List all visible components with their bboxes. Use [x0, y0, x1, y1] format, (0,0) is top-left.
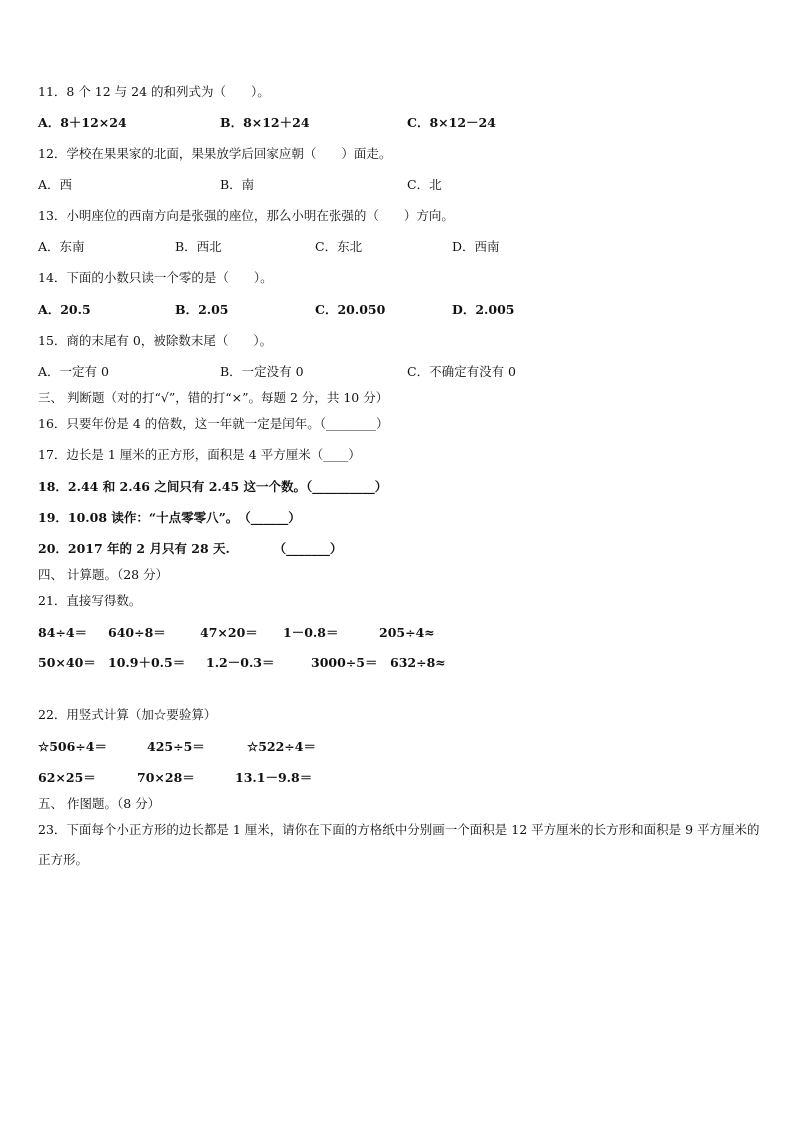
q13-option-c: C．东北: [315, 239, 363, 254]
calc-item: 205÷4≈: [379, 625, 435, 640]
section-3-heading: 三、 判断题（对的打“√”，错的打“×”。每题 2 分，共 10 分）: [38, 390, 389, 405]
question-11: 11．8 个 12 与 24 的和列式为（ ）。: [38, 84, 270, 99]
question-14: 14．下面的小数只读一个零的是（ ）。: [38, 270, 273, 285]
calc-item: 47×20＝: [200, 625, 258, 640]
q13-option-a: A．东南: [38, 239, 85, 254]
question-20: 20．2017 年的 2 月只有 28 天. （_______）: [38, 541, 343, 556]
question-15: 15．商的末尾有 0，被除数末尾（ ）。: [38, 333, 273, 348]
calc-item: ☆522÷4＝: [247, 739, 316, 754]
calc-item: 1.2－0.3＝: [206, 655, 275, 670]
q12-option-b: B．南: [220, 177, 255, 192]
question-18: 18．2.44 和 2.46 之间只有 2.45 这一个数。（__________）: [38, 479, 388, 494]
calc-item: 10.9＋0.5＝: [108, 655, 186, 670]
q12-option-a: A．西: [38, 177, 73, 192]
q14-option-a: A．20.5: [38, 302, 91, 317]
calc-item: 3000÷5＝: [311, 655, 378, 670]
q14-option-d: D．2.005: [452, 302, 515, 317]
question-17: 17．边长是 1 厘米的正方形，面积是 4 平方厘米（____）: [38, 447, 361, 462]
calc-item: ☆506÷4＝: [38, 739, 107, 754]
section-5-heading: 五、 作图题。（8 分）: [38, 796, 161, 811]
q15-option-a: A．一定有 0: [38, 364, 109, 379]
calc-item: 425÷5＝: [147, 739, 205, 754]
question-19: 19．10.08 读作：“十点零零八”。 （______）: [38, 510, 301, 525]
calc-item: 50×40＝: [38, 655, 96, 670]
calc-item: 632÷8≈: [390, 655, 446, 670]
q15-option-c: C．不确定有没有 0: [407, 364, 516, 379]
calc-item: 70×28＝: [137, 770, 195, 785]
question-13: 13．小明座位的西南方向是张强的座位，那么小明在张强的（ ）方向。: [38, 208, 454, 223]
calc-item: 1－0.8＝: [283, 625, 339, 640]
question-21: 21．直接写得数。: [38, 593, 142, 608]
q11-option-c: C．8×12－24: [407, 115, 496, 130]
question-23: 23．下面每个小正方形的边长都是 1 厘米，请你在下面的方格纸中分别画一个面积是 12 平方厘米的长方形和面积是 9 平方厘米的正方形。: [38, 822, 760, 867]
calc-item: 62×25＝: [38, 770, 96, 785]
calc-item: 84÷4＝: [38, 625, 88, 640]
q14-option-c: C．20.050: [315, 302, 386, 317]
question-16: 16．只要年份是 4 的倍数，这一年就一定是闰年。（________）: [38, 416, 389, 431]
q13-option-b: B．西北: [175, 239, 222, 254]
q11-option-a: A．8＋12×24: [38, 115, 127, 130]
calc-item: 640÷8＝: [108, 625, 166, 640]
q11-option-b: B．8×12＋24: [220, 115, 310, 130]
section-4-heading: 四、 计算题。（28 分）: [38, 567, 169, 582]
q15-option-b: B．一定没有 0: [220, 364, 304, 379]
calc-item: 13.1－9.8＝: [235, 770, 313, 785]
q14-option-b: B．2.05: [175, 302, 229, 317]
q12-option-c: C．北: [407, 177, 442, 192]
q13-option-d: D．西南: [452, 239, 500, 254]
question-12: 12．学校在果果家的北面，果果放学后回家应朝（ ）面走。: [38, 146, 392, 161]
question-22: 22．用竖式计算（加☆要验算）: [38, 707, 217, 722]
